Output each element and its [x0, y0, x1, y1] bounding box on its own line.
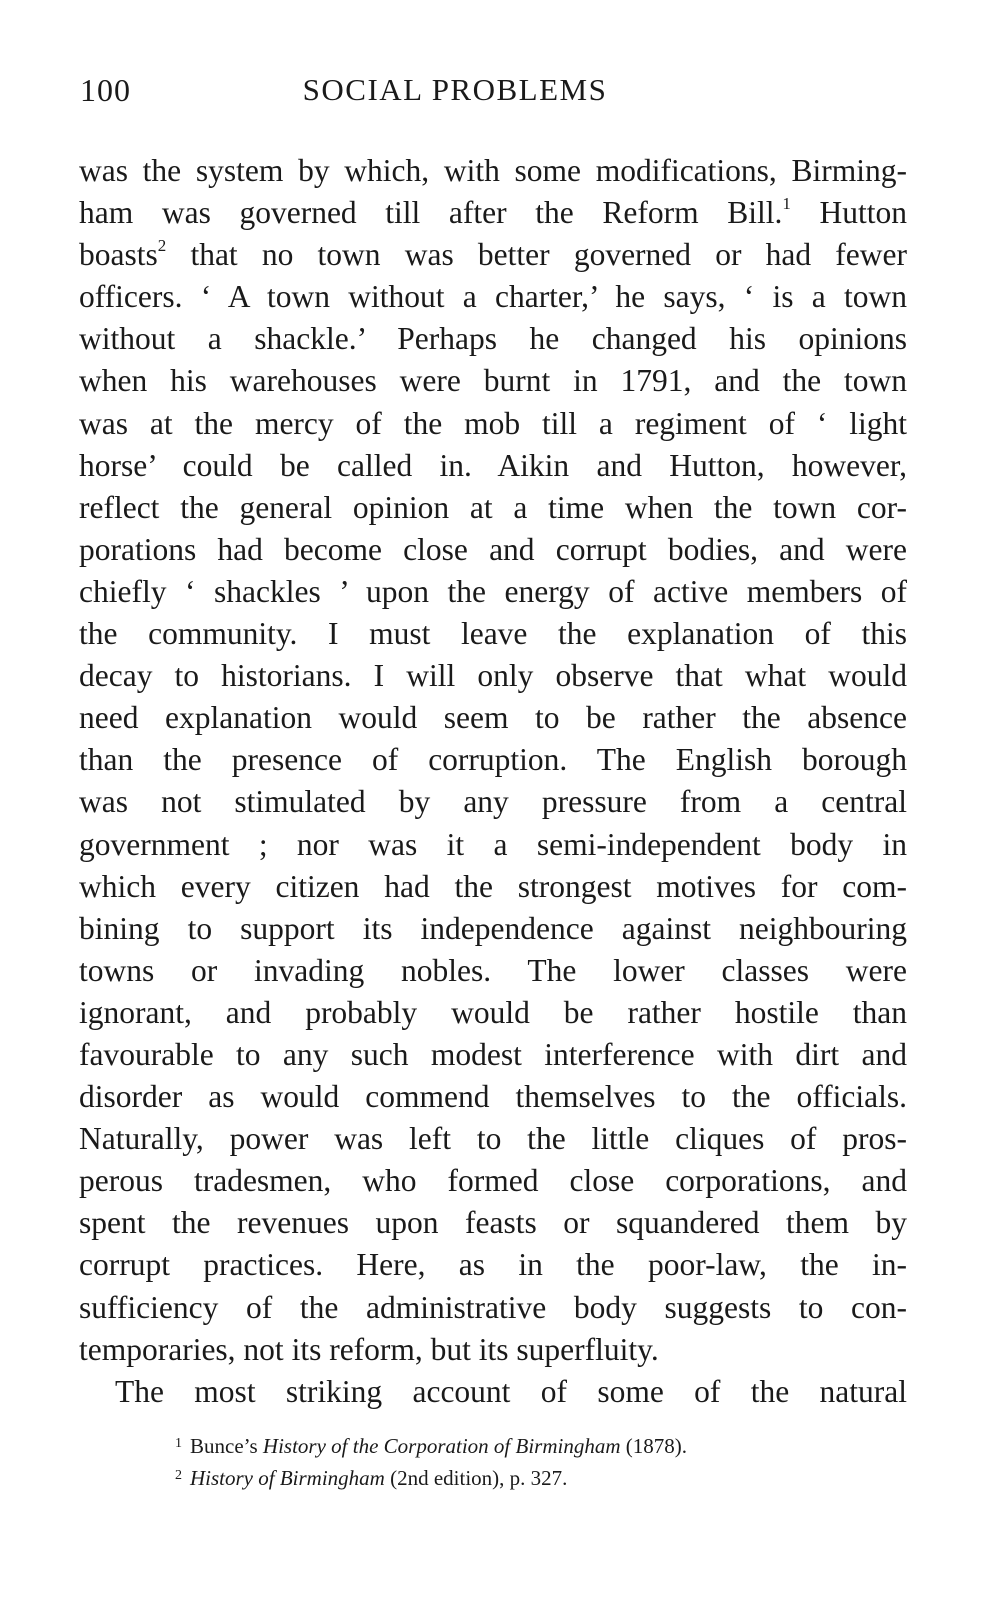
- text-line: decay to historians. I will only observe that what would: [79, 658, 907, 694]
- footnote-mark: 2: [175, 1468, 182, 1483]
- text-line: [79, 192, 907, 234]
- text-segment: boasts: [79, 237, 158, 273]
- text-line: chiefly ‘ shackles ’ upon the energy of active members of: [79, 573, 907, 609]
- paragraph-start-line: The most striking account of some of the natural: [115, 1373, 907, 1409]
- footnote-text: (1878).: [620, 1434, 688, 1458]
- text-line: when his warehouses were burnt in 1791, and the town: [79, 363, 907, 399]
- text-line: favourable to any such modest interference with dirt and: [79, 1036, 907, 1072]
- text-line: the community. I must leave the explanation of this: [79, 616, 907, 652]
- footnote-text: (2nd edition), p. 327.: [384, 1466, 568, 1490]
- text-line: officers. ‘ A town without a charter,’ he says, ‘ is a town: [79, 279, 907, 315]
- text-line: disorder as would commend themselves to the officials.: [79, 1079, 907, 1115]
- text-line: was the system by which, with some modifications, Birming-: [79, 153, 907, 188]
- text-line: [79, 234, 907, 276]
- body-text: [79, 150, 907, 1413]
- text-segment: ham was governed till after the Reform Bill.: [79, 195, 783, 231]
- text-line: porations had become close and corrupt bodies, and were: [79, 531, 907, 567]
- footnote-mark: 1: [175, 1436, 182, 1451]
- footnote-text: Bunce’s: [190, 1434, 263, 1458]
- text-line: was at the mercy of the mob till a regiment of ‘ light: [79, 405, 907, 441]
- text-line: was not stimulated by any pressure from a central: [79, 784, 907, 820]
- footnote-1: [175, 1428, 875, 1460]
- text-line: Naturally, power was left to the little cliques of pros-: [79, 1121, 907, 1157]
- footnote-ref: 2: [157, 236, 167, 256]
- text-line: than the presence of corruption. The English borough: [79, 742, 907, 778]
- text-line: sufficiency of the administrative body suggests to con-: [79, 1289, 907, 1325]
- text-line: bining to support its independence against neighbouring: [79, 910, 907, 946]
- footnotes: [175, 1428, 875, 1492]
- paragraph-end-line: temporaries, not its reform, but its superfluity.: [79, 1331, 659, 1367]
- footnote-title: History of the Corporation of Birmingham: [262, 1434, 621, 1458]
- text-line: which every citizen had the strongest motives for com-: [79, 868, 907, 904]
- footnote-ref: 1: [782, 194, 791, 214]
- footnote-title: History of Birmingham: [190, 1466, 385, 1490]
- page-number: 100: [80, 72, 131, 108]
- text-line: need explanation would seem to be rather the absence: [79, 700, 907, 736]
- text-line: perous tradesmen, who formed close corporations, and: [79, 1163, 907, 1199]
- running-head: [80, 72, 910, 116]
- text-line: corrupt practices. Here, as in the poor-law, the in-: [79, 1247, 907, 1283]
- running-title: SOCIAL PROBLEMS: [302, 72, 608, 107]
- text-segment: that no town was better governed or had fewer: [166, 237, 907, 273]
- text-line: ignorant, and probably would be rather hostile than: [79, 994, 907, 1030]
- text-segment: Hutton: [790, 195, 907, 231]
- footnote-2: [175, 1460, 875, 1492]
- text-line: reflect the general opinion at a time when the town cor-: [79, 489, 907, 525]
- text-line: spent the revenues upon feasts or squandered them by: [79, 1205, 907, 1241]
- text-line: without a shackle.’ Perhaps he changed his opinions: [79, 321, 907, 357]
- text-line: government ; nor was it a semi-independent body in: [79, 826, 907, 862]
- text-line: horse’ could be called in. Aikin and Hutton, however,: [79, 447, 907, 483]
- text-line: towns or invading nobles. The lower classes were: [79, 952, 907, 988]
